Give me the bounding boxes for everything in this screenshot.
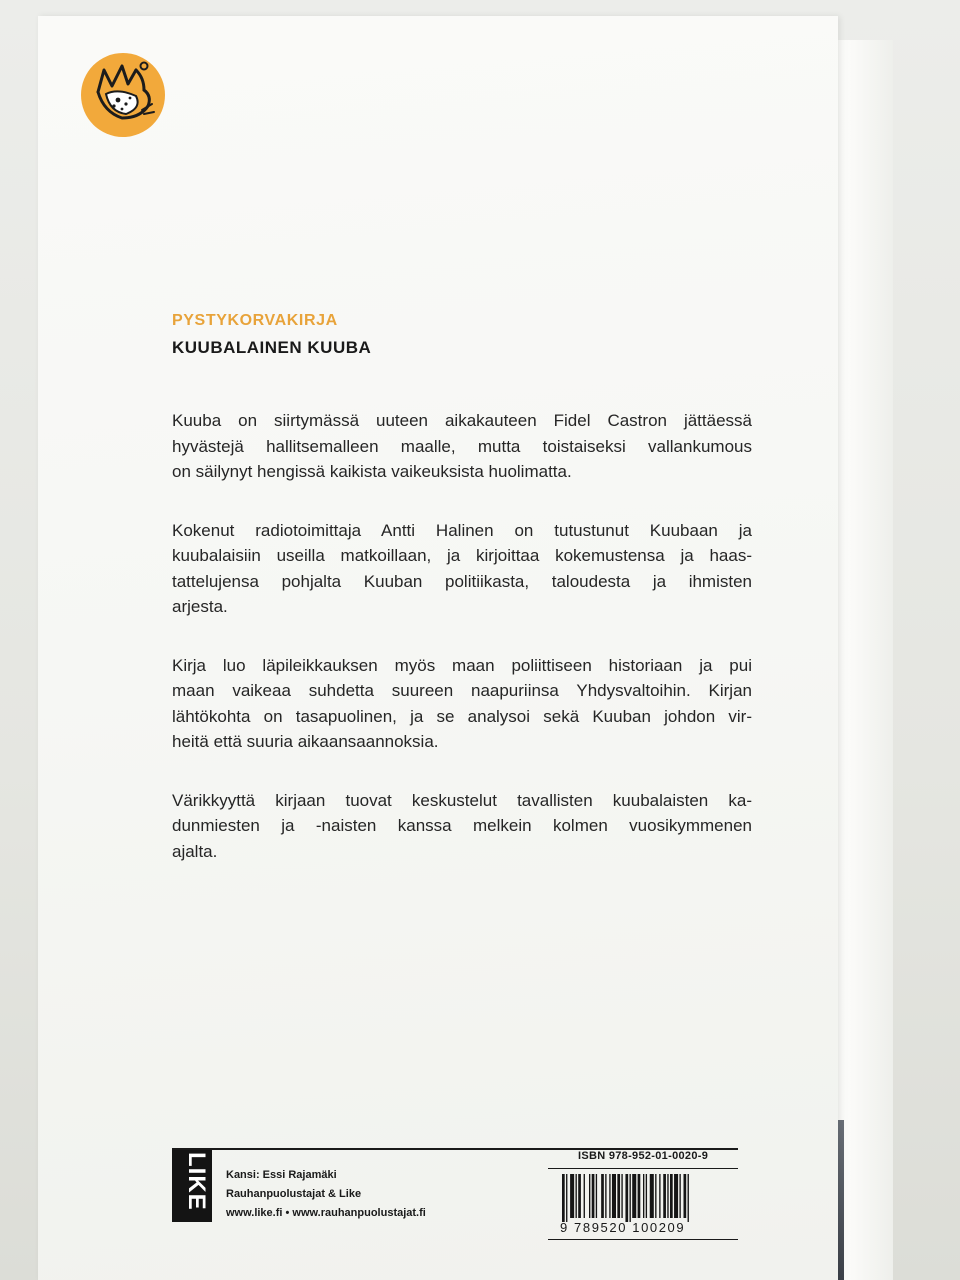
cover-credit: Kansi: Essi Rajamäki [226,1169,337,1181]
barcode-bar [632,1174,636,1218]
barcode-bar [570,1174,574,1218]
barcode-bar [674,1174,678,1218]
text-line: ajalta. [172,841,218,861]
book-title: KUUBALAINEN KUUBA [172,338,372,357]
barcode-bar [562,1174,565,1222]
barcode-bar [576,1174,577,1218]
series-label: PYSTYKORVAKIRJA [172,312,338,329]
dog-head-logo-icon [78,52,168,138]
barcode-icon [562,1174,728,1222]
barcode-bar [612,1174,616,1218]
text-line: kuubalaisiin useilla matkoillaan, ja kirjoittaa kokemustensa ja haas- [172,546,752,565]
isbn-barcode-block [548,1150,738,1240]
text-line: Kuuba on siirtymässä uuteen aikakauteen Fidel Castron jättäessä [172,411,752,430]
barcode-bar [643,1174,644,1218]
barcode-bottom-rule [548,1239,738,1240]
text-line: lähtökohta on tasapuolinen, ja se analysoi sekä Kuuban johdon vir- [172,706,752,726]
barcode-bar [638,1174,641,1218]
publisher-logo [172,1150,212,1222]
barcode-bar [663,1174,666,1218]
barcode-bar [621,1174,622,1218]
blurb-paragraph-4 [172,788,752,865]
blurb-paragraph-1 [172,408,752,485]
isbn-divider [548,1168,738,1169]
barcode-bar [659,1174,660,1218]
text-line: maan vaikeaa suhdetta suureen naapuriinsa Yhdysvaltoihin. Kirjan [172,681,752,700]
barcode-bar [609,1174,610,1218]
credits [226,1166,426,1223]
barcode-bar [601,1174,604,1218]
text-line: Kirja luo läpileikkauksen myös maan poliittiseen historiaan ja pui [172,655,752,675]
barcode-bar [655,1174,656,1218]
barcode-bar [630,1174,631,1222]
barcode-bar [596,1174,597,1218]
barcode-bar [589,1174,590,1218]
publisher-credit: Rauhanpuolustajat & Like [226,1188,362,1200]
publisher-logo-text: LIKE [183,1152,210,1211]
blurb-text [172,408,752,897]
text-line: Värikkyyttä kirjaan tuovat keskustelut tavallisten kuubalaisten ka- [172,790,752,810]
text-line: on säilynyt hengissä kaikista vaikeuksista huolimatta. [172,462,572,481]
text-line: heitä että suuria aikaansaannoksia. [172,732,439,751]
barcode-bar [566,1174,567,1222]
barcode-digits: 9 789520 100209 [560,1220,686,1235]
barcode-bar [584,1174,585,1218]
barcode-bar [625,1174,628,1222]
text-line: tattelujensa pohjalta Kuuban politiikasta, taloudesta ja ihmisten [172,571,752,591]
text-line: hyvästejä hallitsemalleen maalle, mutta toistaiseksi vallankumous [172,436,752,456]
barcode-bar [688,1174,689,1222]
barcode-bar [578,1174,581,1218]
text-line: dunmiesten ja -naisten kanssa melkein kolmen vuosikymmenen [172,816,752,835]
barcode-bar [617,1174,620,1218]
barcode-bar [592,1174,595,1218]
barcode-bar [605,1174,606,1218]
barcode-bar [670,1174,673,1218]
barcode-bar [679,1174,680,1218]
barcode-bar [646,1174,647,1218]
blurb-paragraph-3 [172,653,752,755]
text-line: arjesta. [172,597,228,616]
blurb-paragraph-2 [172,518,752,620]
text-line: Kokenut radiotoimittaja Antti Halinen on tutustunut Kuubaan ja [172,520,752,540]
barcode-bar [650,1174,654,1218]
barcode-bar [684,1174,687,1218]
isbn-label: ISBN 978-952-01-0020-9 [578,1150,709,1162]
website-credit: www.like.fi • www.rauhanpuolustajat.fi [226,1207,426,1219]
barcode-bar [667,1174,668,1218]
